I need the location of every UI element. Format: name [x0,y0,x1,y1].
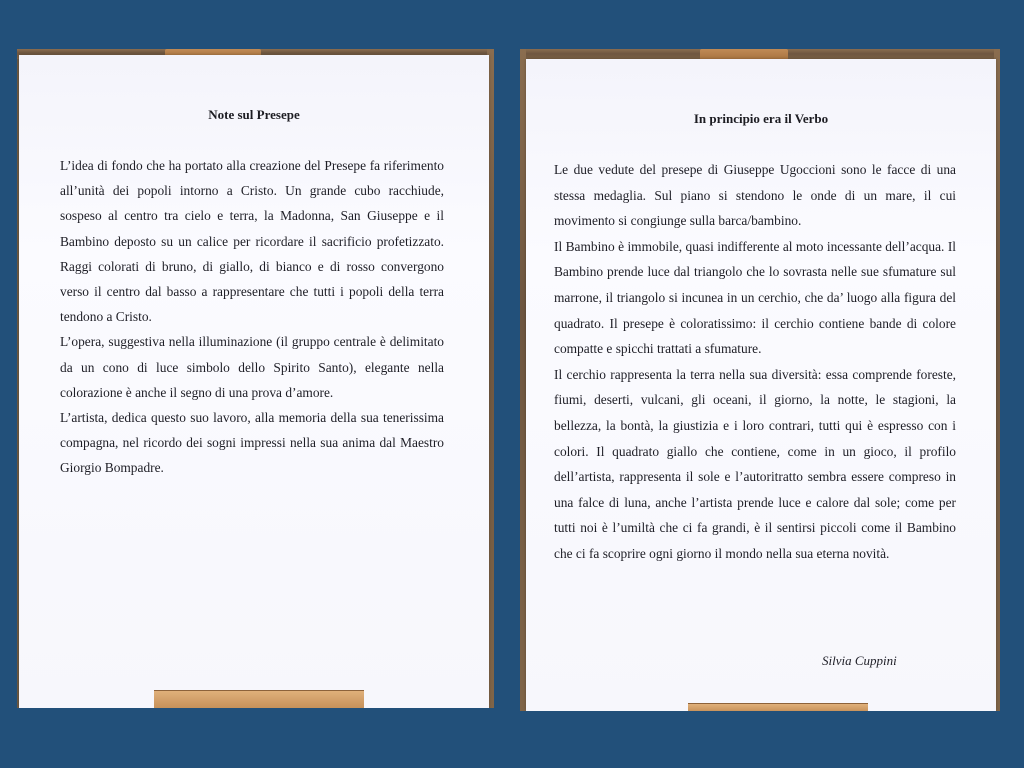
left-paragraph-3: L’artista, dedica questo suo lavoro, alla memoria della sua tenerissima compagna, nel ricordo dei sogni impressi nella sua anima dal Maestro Giorgio Bompadre. [60,410,444,476]
left-paragraph-2: L’opera, suggestiva nella illuminazione (il gruppo centrale è delimitato da un cono di luce simbolo dello Spirito Santo), elegante nella colorazione è anche il segno di una prova d’amore. [60,334,444,400]
right-sheet-body [554,157,956,567]
left-sheet-title: Note sul Presepe [208,107,300,122]
easel-base [688,703,868,711]
right-paragraph-2: Il Bambino è immobile, quasi indifferente al moto incessante dell’acqua. Il Bambino prende luce dal triangolo che lo sovrasta nelle sue sfumature sul marrone, il triangolo si incunea in un cerchio, che da’ luogo alla figura del quadrato. Il presepe è coloratissimo: il cerchio contiene bande di colore compatte e spicchi trattati a sfumature. [554,238,956,357]
left-photo [17,49,494,708]
right-photo [520,49,1000,711]
right-sheet-title: In principio era il Verbo [693,111,829,126]
easel-base [154,690,364,708]
right-paragraph-1: Le due vedute del presepe di Giuseppe Ugoccioni sono le facce di una stessa medaglia. Sul piano si stendono le onde di un mare, il cui movimento si congiunge sulla barca/bambino. [554,162,956,229]
left-paper-sheet [19,55,489,708]
right-paragraph-3: Il cerchio rappresenta la terra nella sua diversità: essa comprende foreste, fiumi, deserti, vulcani, gli oceani, il giorno, la notte, le stagioni, la bellezza, la bontà, la giustizia e i loro contrari, tutti qui è espresso con i colori. Il quadrato giallo che contiene, come in un gioco, il profilo dell’artista, rappresenta il sole e l’autoritratto sembra essere compreso in una falce di luna, anche l’artista prende luce e calore dal sole; come per tutti noi è l’umiltà che ci fa grandi, è il sentirsi piccoli come il Bambino che ci fa scoprire ogni giorno il mondo nella sua eterna novità. [554,366,956,561]
left-sheet-body [60,153,444,481]
left-paragraph-1: L’idea di fondo che ha portato alla creazione del Presepe fa riferimento all’unità dei popoli intorno a Cristo. Un grande cubo racchiude, sospeso al centro tra cielo e terra, la Madonna, San Giuseppe e il Bambino deposto su un calice per ricordare il sacrificio profetizzato. Raggi colorati di bruno, di giallo, di bianco e di rosso convergono verso il centro dal basso a rappresentare che tutti i popoli della terra tendono a Cristo. [60,158,444,325]
right-paper-sheet [526,59,996,711]
right-sheet-signature: Silvia Cuppini [822,653,897,668]
